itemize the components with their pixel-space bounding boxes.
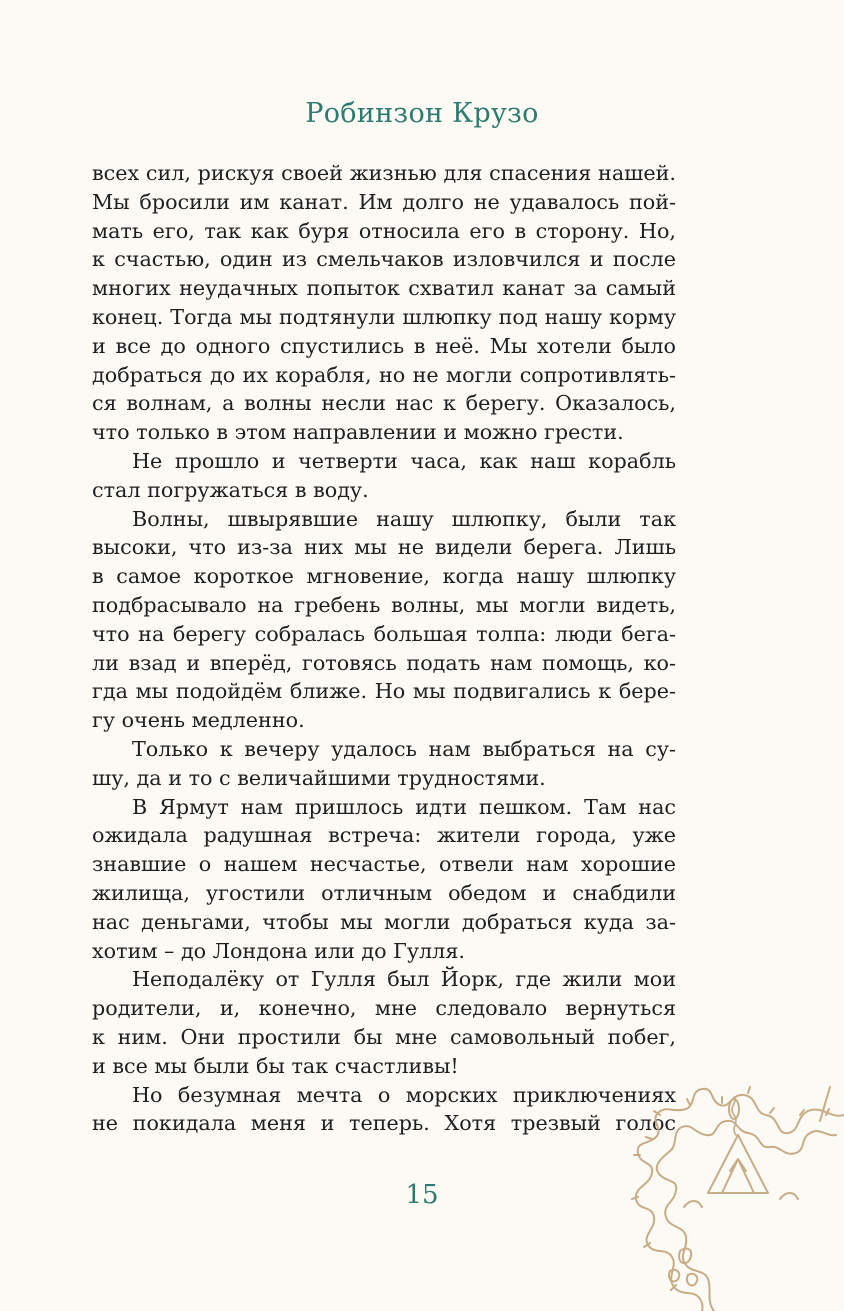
text-line: ли взад и вперёд, готовясь подать нам помощь, ко-: [92, 650, 676, 675]
text-line: Только к вечеру удалось нам выбраться на су-: [132, 736, 676, 761]
text-line: хотим – до Лондона или до Гулля.: [92, 938, 465, 963]
text-line: гу очень медленно.: [92, 708, 305, 733]
text-line: всех сил, рискуя своей жизнью для спасения нашей.: [92, 161, 676, 185]
text-line: Не прошло и четверти часа, как наш корабль: [132, 448, 676, 473]
text-line: Но безумная мечта о морских приключениях: [132, 1082, 676, 1107]
text-line: знавшие о нашем несчастье, отвели нам хорошие: [92, 852, 676, 877]
text-line: что на берегу собралась большая толпа: люди бега-: [92, 621, 676, 646]
text-line: родители, и, конечно, мне следовало вернуться: [92, 996, 676, 1021]
page-number: 15: [405, 1180, 439, 1210]
text-line: Волны, швырявшие нашу шлюпку, были так: [132, 506, 676, 531]
text-line: к ним. Они простили бы мне самовольный побег,: [92, 1024, 676, 1049]
text-line: Мы бросили им канат. Им долго не удавалось пой-: [92, 189, 676, 214]
text-line: ожидала радушная встреча: жители города, уже: [92, 823, 676, 848]
text-line: в самое короткое мгновение, когда нашу шлюпку: [92, 564, 676, 589]
body-text: [92, 159, 676, 1138]
text-line: добраться до их корабля, но не могли сопротивлять-: [92, 362, 676, 387]
text-line: шу, да и то с величайшими трудностями.: [92, 765, 546, 790]
text-line: нас деньгами, чтобы мы могли добраться куда за-: [92, 909, 676, 934]
text-line: и все до одного спустились в неё. Мы хотели было: [92, 333, 676, 358]
text-line: Неподалёку от Гулля был Йорк, где жили мои: [132, 967, 676, 992]
text-line: к счастью, один из смельчаков изловчился и после: [92, 247, 676, 272]
text-line: что только в этом направлении и можно грести.: [92, 420, 624, 445]
text-line: и все мы были бы так счастливы!: [92, 1053, 459, 1078]
text-line: конец. Тогда мы подтянули шлюпку под нашу корму: [92, 304, 676, 329]
text-line: ся волнам, а волны несли нас к берегу. Оказалось,: [92, 391, 676, 416]
text-line: подбрасывало на гребень волны, мы могли видеть,: [92, 592, 676, 617]
text-line: стал погружаться в воду.: [92, 477, 369, 502]
text-line: многих неудачных попыток схватил канат за самый: [92, 276, 676, 301]
text-line: мать его, так как буря относила его в сторону. Но,: [92, 218, 676, 243]
text-line: высоки, что из-за них мы не видели берега. Лишь: [92, 535, 676, 560]
text-line: жилища, угостили отличным обедом и снабдили: [92, 880, 676, 905]
text-line: В Ярмут нам пришлось идти пешком. Там нас: [132, 794, 676, 819]
text-line: не покидала меня и теперь. Хотя трезвый голос: [92, 1111, 676, 1136]
island-map-illustration: [630, 1075, 844, 1311]
running-header: Робинзон Крузо: [305, 98, 539, 129]
text-line: гда мы подойдём ближе. Но мы подвигались к бере-: [92, 679, 676, 704]
